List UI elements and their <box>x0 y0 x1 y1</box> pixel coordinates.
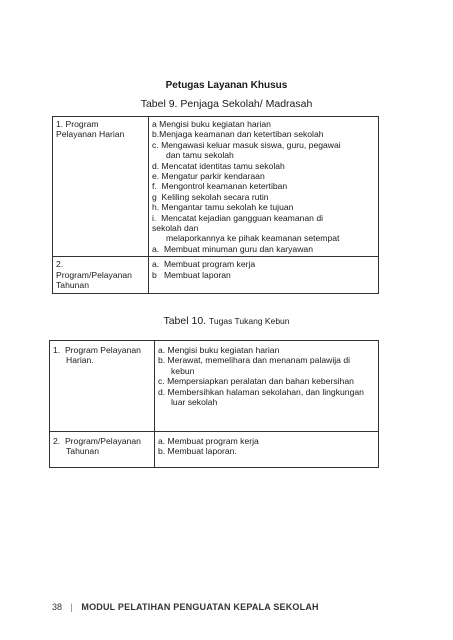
list-item: c. Mengawasi keluar masuk siswa, guru, pegawai <box>152 139 341 150</box>
table9-penjaga-sekolah <box>52 116 379 294</box>
table9-row2-label: 2. Program/Pelayanan Tahunan <box>53 257 149 293</box>
table-row <box>53 257 379 293</box>
list-item: a. Membuat program kerja <box>152 259 256 270</box>
footer-title: MODUL PELATIHAN PENGUATAN KEPALA SEKOLAH <box>81 602 319 612</box>
table9-row1-label: 1. Program Pelayanan Harian <box>53 117 149 257</box>
table-row <box>53 117 379 257</box>
footer-separator: | <box>70 602 73 612</box>
list-item: sekolah dan <box>152 223 199 234</box>
list-item: b. Membuat laporan. <box>158 446 237 457</box>
list-item: d. Membersihkan halaman sekolahan, dan lingkungan luar sekolah <box>158 386 364 408</box>
list-item: dan tamu sekolah <box>166 150 234 161</box>
list-item: b. Merawat, memelihara dan menanam palawija di kebun <box>158 355 351 376</box>
table9-row1-items <box>149 117 379 257</box>
section-heading: Petugas Layanan Khusus <box>165 80 288 91</box>
table-row <box>50 341 379 432</box>
list-item: g Keliling sekolah secara rutin <box>152 191 269 202</box>
table10-row1-items <box>155 341 379 432</box>
table-row <box>50 431 379 467</box>
table10-caption-prefix: Tabel 10. <box>163 315 207 327</box>
list-item: e. Mengatur parkir kendaraan <box>152 171 265 182</box>
list-item: d. Mencatat identitas tamu sekolah <box>152 160 285 171</box>
list-item: b Membuat laporan <box>152 269 231 280</box>
list-item: melaporkannya ke pihak keamanan setempat <box>166 233 340 244</box>
table10-caption <box>0 315 453 327</box>
list-item: a Mengisi buku kegiatan harian <box>152 119 271 129</box>
list-item: a. Mengisi buku kegiatan harian <box>158 345 280 355</box>
table10-tukang-kebun <box>49 340 379 468</box>
table10-row2-items <box>155 431 379 467</box>
page-number: 38 <box>52 602 63 612</box>
list-item: i. Mencatat kejadian gangguan keamanan di <box>152 212 324 223</box>
list-item: h. Mengantar tamu sekolah ke tujuan <box>152 202 294 213</box>
list-item: f. Mengontrol keamanan ketertiban <box>152 181 288 192</box>
table10-row2-label: 2. Program/Pelayanan Tahunan <box>50 431 155 467</box>
table9-caption: Tabel 9. Penjaga Sekolah/ Madrasah <box>140 98 313 110</box>
table9-row2-items <box>149 257 379 293</box>
table10-caption-text: Tugas Tukang Kebun <box>209 316 290 326</box>
list-item: a. Membuat minuman guru dan karyawan <box>152 243 313 254</box>
list-item: b.Menjaga keamanan dan ketertiban sekolah <box>152 129 324 140</box>
list-item: c. Mempersiapkan peralatan dan bahan kebersihan <box>158 376 354 387</box>
table10-row1-label: 1. Program Pelayanan Harian. <box>50 341 155 432</box>
list-item: a. Membuat program kerja <box>158 435 259 446</box>
page-footer <box>52 602 319 612</box>
